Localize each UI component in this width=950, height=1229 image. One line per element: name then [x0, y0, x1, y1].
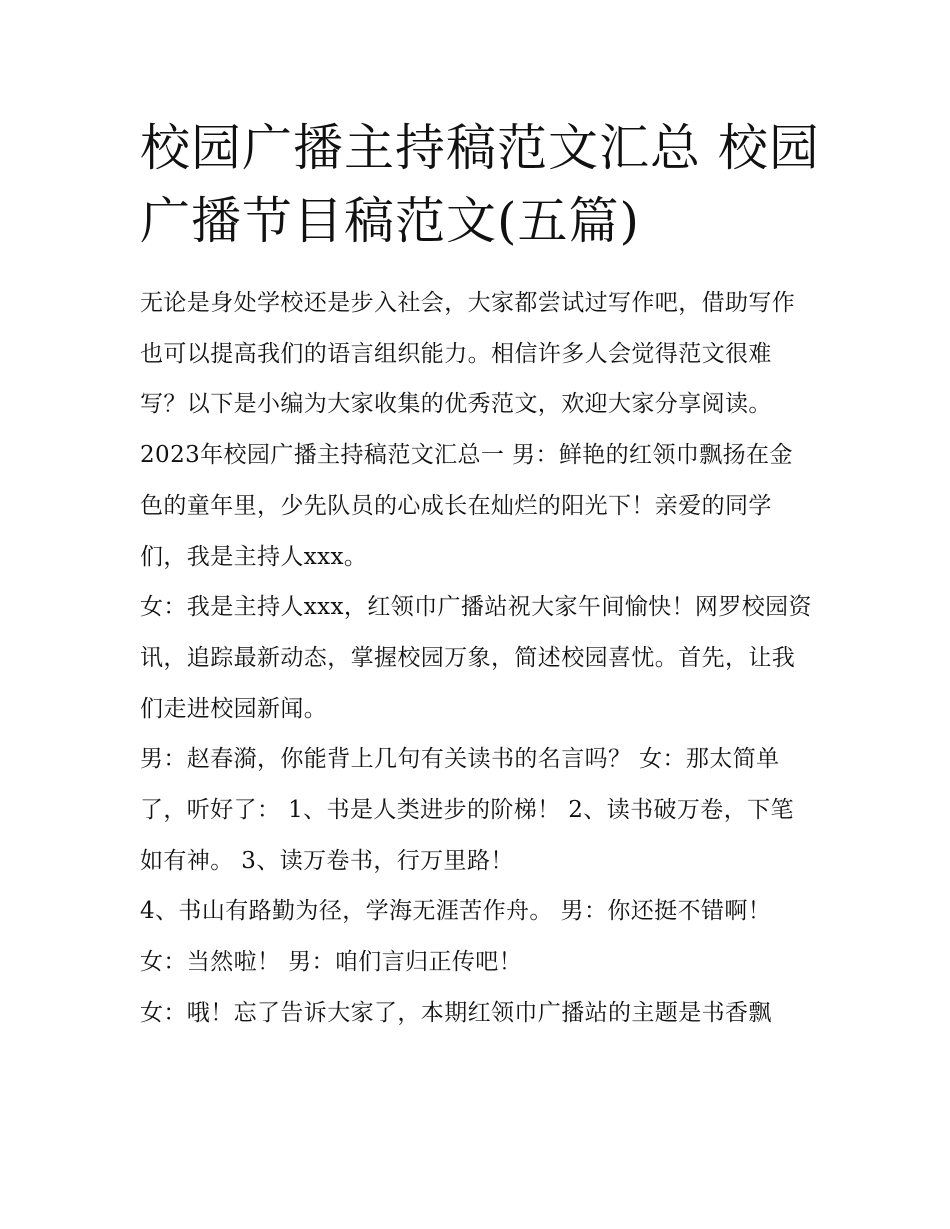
paragraph-quote-four: 4、书山有路勤为径，学海无涯苦作舟。 男：你还挺不错啊！	[140, 898, 772, 925]
paragraph-theme-intro: 女：哦！忘了告诉大家了，本期红领巾广播站的主题是书香飘	[140, 999, 772, 1026]
paragraph-back-to-topic: 女：当然啦！ 男：咱们言归正传吧！	[140, 949, 523, 976]
paragraph-script-opening: 2023年校园广播主持稿范文汇总一 男：鲜艳的红领巾飘扬在金色的童年里，少先队员的心成长在灿烂的阳光下！亲爱的同学们，我是主持人xxx。	[140, 442, 793, 570]
paragraph-reading-quotes: 男：赵春漪，你能背上几句有关读书的名言吗？ 女：那太简单了，听好了： 1、书是人类进步的阶梯！ 2、读书破万卷，下笔如有神。 3、读万卷书，行万里路！	[140, 746, 794, 874]
paragraph-female-host-greeting: 女：我是主持人xxx，红领巾广播站祝大家午间愉快！网罗校园资讯，追踪最新动态，掌握校园万象，简述校园喜忧。首先，让我们走进校园新闻。	[140, 594, 812, 722]
document-body	[140, 278, 816, 1039]
document-title: 校园广播主持稿范文汇总 校园广播节目稿范文(五篇)	[140, 119, 820, 250]
paragraph-intro: 无论是身处学校还是步入社会，大家都尝试过写作吧，借助写作也可以提高我们的语言组织能力。相信许多人会觉得范文很难写？以下是小编为大家收集的优秀范文，欢迎大家分享阅读。	[140, 290, 796, 418]
